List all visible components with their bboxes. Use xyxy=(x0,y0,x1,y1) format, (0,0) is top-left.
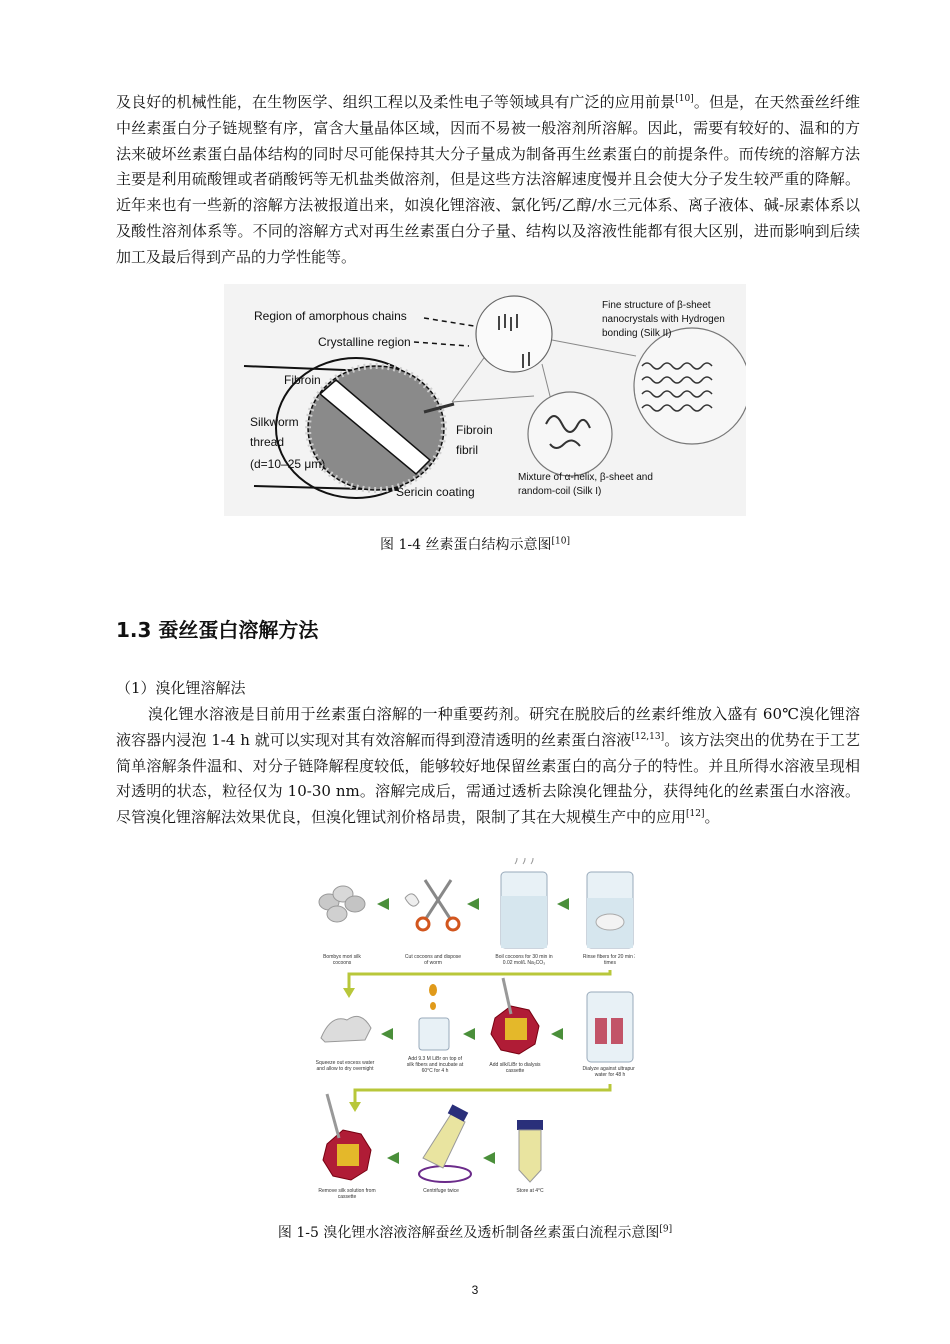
step-label: Remove silk solution from xyxy=(318,1188,376,1194)
body-text: 溴化锂水溶液是目前用于丝素蛋白溶解的一种重要药剂。研究在脱胶后的丝素纤维放入盛有 60℃溴化锂溶液容器内浸泡 1-4 h 就可以实现对其有效溶解而得到澄清透明的丝素蛋白溶液 xyxy=(116,705,860,749)
step-label: Centrifuge twice xyxy=(423,1188,459,1194)
subsection-label: （1）溴化锂溶解法 xyxy=(116,679,246,697)
citation: [12] xyxy=(686,809,705,820)
step-label: cassette xyxy=(505,1068,525,1074)
lithium-bromide-process-figure xyxy=(315,858,635,1214)
step-label: of worm xyxy=(424,960,442,966)
step-label: silk fibers and incubate at xyxy=(406,1062,464,1068)
scissors-icon xyxy=(405,880,459,930)
label-crystalline: Crystalline region xyxy=(318,335,411,349)
figure-caption xyxy=(0,1222,950,1242)
label-mix-2: random-coil (Silk I) xyxy=(518,486,602,497)
intro-paragraph xyxy=(116,90,860,271)
citation: [10] xyxy=(551,536,570,547)
step-label: Dialyze against ultrapure xyxy=(582,1066,635,1072)
label-fine-3: bonding (Silk II) xyxy=(602,328,672,339)
citation: [12,13] xyxy=(631,731,665,742)
citation: [10] xyxy=(675,94,694,104)
intro-text-cont: 。但是，在天然蚕丝纤维中丝素蛋白分子链规整有序，富含大量晶体区域，因而不易被一般溶剂所溶解。因此，需要有较好的、温和的方法来破坏丝素蛋白晶体结构的同时尽可能保持其大分子量成为制备再生丝素蛋白的前提条件。而传统的溶解方法主要是利用硫酸锂或者硝酸钙等无机盐类做溶剂，但是这些方法溶解速度慢并且会使大分子发生较严重的降解。近年来也有一些新的溶解方法被报道出来，如溴化锂溶液、氯化钙/乙醇/水三元体系、离子液体、碱-尿素体系以及酸性溶剂体系等。不同的溶解方式对再生丝素蛋白分子量、结构以及溶液性能都有很大区别，进而影响到后续加工及最后得到产品的力学性能等。 xyxy=(116,93,860,266)
step-label: Rinse fibers for 20 min 3 xyxy=(582,954,635,960)
caption-text: 图 1-5 溴化锂水溶液溶解蚕丝及透析制备丝素蛋白流程示意图 xyxy=(277,1225,660,1241)
label-mix-1: Mixture of α-helix, β-sheet and xyxy=(518,472,653,483)
label-sericin: Sericin coating xyxy=(396,485,475,499)
label-fine-2: nanocrystals with Hydrogen xyxy=(602,314,725,325)
cocoons-icon xyxy=(319,886,365,922)
step-label: Squeeze out excess water xyxy=(315,1060,375,1066)
dialysis-cassette-icon xyxy=(491,978,539,1054)
caption-text: 图 1-4 丝素蛋白结构示意图 xyxy=(380,537,552,553)
dried-fibers-icon xyxy=(321,1016,371,1042)
label-silkworm-3: (d=10–25 μm) xyxy=(250,457,326,471)
label-fibril-1: Fibroin xyxy=(456,423,493,437)
storage-tube-icon xyxy=(517,1120,543,1182)
label-amorphous: Region of amorphous chains xyxy=(254,309,407,323)
section-heading: 1.3 蚕丝蛋白溶解方法 xyxy=(116,618,319,642)
step-label: Add 9.3 M LiBr on top of xyxy=(408,1056,462,1062)
citation: [9] xyxy=(659,1224,673,1235)
step-label: 0.02 mol/L Na₂CO₃ xyxy=(502,960,546,966)
step-label: water for 48 h xyxy=(594,1072,626,1078)
dialysis-beaker-icon xyxy=(587,992,633,1062)
step-label: Bombyx mori silk xyxy=(323,954,361,960)
silk-structure-figure xyxy=(224,284,746,516)
step-label: cocoons xyxy=(332,960,352,966)
label-fibril-2: fibril xyxy=(456,443,479,457)
step-label: and allow to dry overnight xyxy=(316,1066,374,1072)
label-silkworm-1: Silkworm xyxy=(250,415,299,429)
remove-solution-icon xyxy=(323,1094,371,1180)
intro-text: 及良好的机械性能，在生物医学、组织工程以及柔性电子等领域具有广泛的应用前景 xyxy=(116,93,676,111)
label-silkworm-2: thread xyxy=(250,435,285,449)
step-label: Cut cocoons and dispose xyxy=(404,954,462,960)
step-label: 60°C for 4 h xyxy=(421,1068,449,1074)
libr-beaker-icon xyxy=(419,984,449,1050)
step-label: Store at 4°C xyxy=(516,1188,544,1194)
step-label: times xyxy=(604,960,616,966)
label-fine-1: Fine structure of β-sheet xyxy=(602,300,711,311)
body-text-cont: 。该方法突出的优势在于工艺简单溶解条件温和、对分子链降解程度较低，能够较好地保留丝素蛋白的高分子的特性。并且所得水溶液呈现相对透明的状态，粒径仅为 10-30 nm。溶解完成后，需通过透析去除溴化锂盐分，获得纯化的丝素蛋白水溶液。尽管溴化锂溶解法效果优良，但溴化锂试剂价格昂贵，限制了其在大规模生产中的应用 xyxy=(116,730,860,827)
body-paragraph xyxy=(116,702,860,831)
figure-caption xyxy=(0,534,950,554)
page-number: 3 xyxy=(471,1283,479,1297)
label-fibroin: Fibroin xyxy=(284,373,321,387)
body-text-end: 。 xyxy=(704,808,720,827)
step-label: cassette xyxy=(337,1194,357,1200)
step-label: Boil cocoons for 30 min in xyxy=(495,954,553,960)
beaker-rinse-icon xyxy=(587,872,633,948)
beaker-boil-icon xyxy=(501,858,547,948)
step-label: Add silk/LiBr to dialysis xyxy=(489,1062,541,1068)
centrifuge-tube-icon xyxy=(419,1104,471,1182)
